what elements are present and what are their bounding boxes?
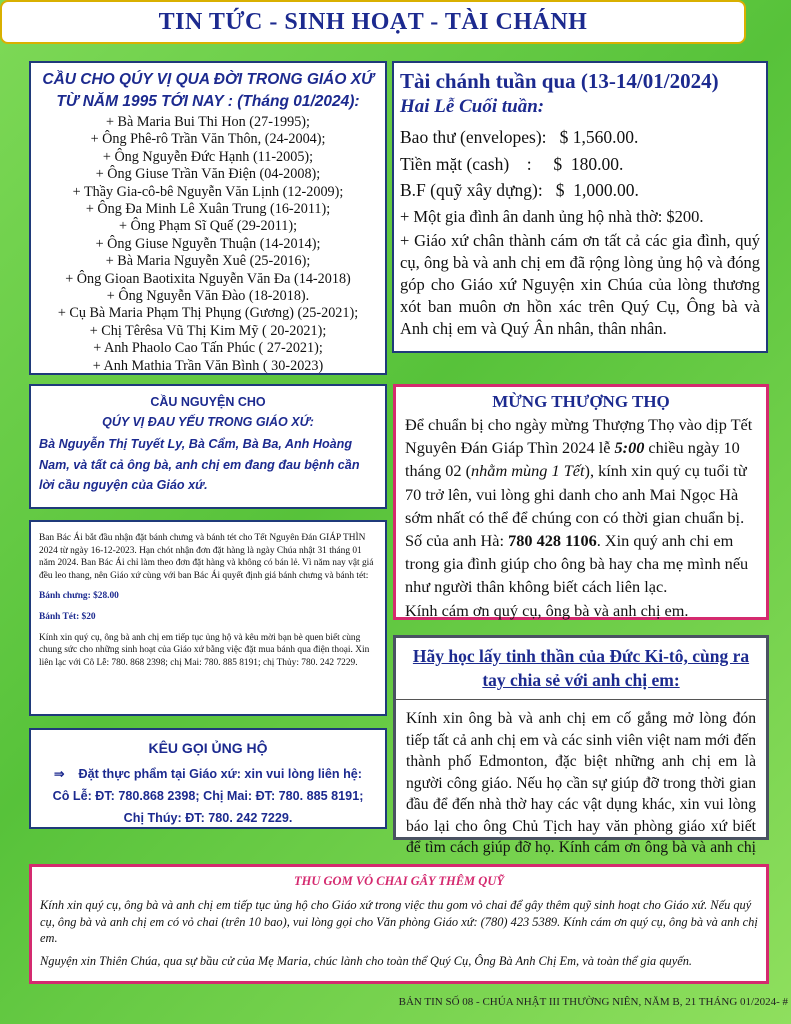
deceased-heading-1: CẦU CHO QÚY VỊ QUA ĐỜI TRONG GIÁO XỨ	[42, 71, 374, 88]
longevity-heading: MỪNG THƯỢNG THỌ	[492, 392, 670, 411]
charity-intro: Ban Bác Ái bắt đầu nhận đặt bánh chưng và bánh tét cho Tết Nguyên Đán GIÁP THÌN 2024 từ ngày 16-12-2023. Hạn chót nhận đơn đặt hàng là ngày Chúa nhật 31 tháng 01 năm 2024. Ban Bác Ái chỉ làm theo đơn đặt hàng và không có bán lẻ. Vì năm nay vật giá đều leo thang, nên Giáo xứ cùng với ban Bác Ái quyết định giá bánh chưng và bánh tét:	[39, 533, 374, 581]
finance-row-building-fund: B.F (quỹ xây dựng): $ 1,000.00.	[400, 180, 639, 200]
list-item: + Anh Phaolo Cao Tấn Phúc ( 27-2021);	[93, 340, 323, 357]
list-item: + Bà Maria Nguyễn Xuê (25-2016);	[105, 253, 311, 270]
list-item: + Ông Phạm Sĩ Quế (29-2011);	[118, 218, 298, 235]
page-title: TIN TỨC - SINH HOẠT - TÀI CHÁNH	[0, 0, 746, 44]
sick-heading-1: CẦU NGUYỆN CHO	[150, 395, 266, 409]
finance-donation: + Một gia đình ân danh ủng hộ nhà thờ: $200.	[400, 206, 704, 226]
bottle-heading: THU GOM VỎ CHAI GÂY THÊM QUỸ	[294, 874, 504, 888]
welcome-heading: Hãy học lấy tinh thần của Đức Ki-tô, cùng ra tay chia sẻ với anh chị em:	[412, 646, 750, 690]
welcome-body: Kính xin ông bà và anh chị em cố gắng mở lòng đón tiếp tất cả anh chị em và các sinh viên việt nam mới đến thành phố Edmonton, đặc biệt những anh chị em là người công giáo. Nếu họ cần sự giúp đỡ trong thời gian đầu để đến nhà thờ hay các vật dụng khác, xin vui lòng báo lại cho ông Chủ Tịch hay văn phòng giáo xứ biết để tìm cách giúp đỡ họ. Kính cám ơn ông bà và anh chị	[406, 710, 756, 856]
longevity-phone: 780 428 1106	[508, 531, 597, 551]
longevity-text: chiều ngày 10 tháng 02 (	[405, 438, 740, 481]
charity-box	[29, 520, 387, 716]
list-item: + Ông Giuse Nguyễn Thuận (14-2014);	[95, 235, 321, 252]
longevity-text: Để chuẩn bị cho ngày mừng Thượng Thọ vào dịp Tết Nguyên Đán Giáp Thìn 2024 lễ	[405, 415, 753, 458]
support-line-3: Chị Thúy: ĐT: 780. 242 7229.	[123, 811, 293, 825]
longevity-thanks: Kính cám ơn quý cụ, ông bà và anh chị em.	[405, 600, 689, 620]
list-item: + Chị Têrêsa Vũ Thị Kim Mỹ ( 20-2021);	[89, 322, 327, 339]
support-heading: KÊU GỌI ỦNG HỘ	[148, 740, 268, 756]
list-item: + Ông Nguyễn Đức Hạnh (11-2005);	[102, 148, 314, 165]
support-order-text: Đặt thực phẩm tại Giáo xứ: xin vui lòng liên hệ:	[78, 767, 362, 781]
finance-title: Tài chánh tuần qua (13-14/01/2024)	[400, 69, 719, 93]
list-item: + Ông Phê-rô Trần Văn Thôn, (24-2004);	[90, 131, 326, 148]
sick-body: Bà Nguyễn Thị Tuyết Ly, Bà Cẩm, Bà Ba, Anh Hoàng Nam, và tất cả ông bà, anh chị em đang đau bệnh cần lời cầu nguyện của Giáo xứ.	[39, 437, 360, 492]
finance-thanks: + Giáo xứ chân thành cám ơn tất cả các gia đình, quý cụ, ông bà và anh chị em đã rộng lòng ủng hộ và đóng góp cho Giáo xứ Nguyện xin Chúa của lòng thương xót ban muôn ơn hồn xác trên Quý Cụ, Ông bà và Anh chị em và Quý Ân nhân, thân nhân.	[400, 231, 760, 338]
arrow-right-icon: ⇒	[53, 767, 65, 781]
longevity-text: . Xin quý anh chi em trong gia đình giúp cho ông bà hay cha mẹ mình nếu như người thân không biết cách liên lạc.	[405, 531, 749, 597]
list-item: + Ông Nguyễn Văn Đào (18-2018).	[106, 288, 310, 305]
finance-subtitle: Hai Lễ Cuối tuần:	[400, 96, 545, 117]
list-item: + Ông Đa Minh Lê Xuân Trung (16-2011);	[85, 201, 331, 218]
support-box	[29, 728, 387, 829]
sick-prayer-box	[29, 384, 387, 509]
list-item: + Bà Maria Bui Thi Hon (27-1995);	[106, 114, 310, 130]
price-banh-chung: Bánh chưng: $28.00	[39, 591, 119, 602]
longevity-box	[393, 384, 769, 620]
deceased-heading-2: TỪ NĂM 1995 TỚI NAY : (Tháng 01/2024):	[56, 93, 360, 110]
deceased-prayer-box	[29, 61, 387, 375]
finance-row-envelopes: Bao thư (envelopes): $ 1,560.00.	[400, 127, 639, 147]
price-banh-tet: Bánh Tét: $20	[39, 611, 96, 622]
divider	[396, 699, 766, 700]
bottle-body: Kính xin quý cụ, ông bà và anh chị em tiếp tục ủng hộ cho Giáo xứ trong việc thu gom vỏ chai để gây thêm quỹ sinh hoạt cho Giáo xứ. Nếu quý cụ, ông bà và anh chị em có vỏ chai (trên 10 bao), vui lòng gọi cho Văn phòng Giáo xứ: (780) 423 5389. Kính cám ơn quý cụ, ông bà và anh chị em.	[40, 898, 758, 946]
footer-issue-info: BẢN TIN SỐ 08 - CHÚA NHẬT III THƯỜNG NIÊN, NĂM B, 21 THÁNG 01/2024- #	[398, 996, 788, 1008]
finance-row-cash: Tiền mặt (cash) : $ 180.00.	[400, 153, 624, 174]
support-line-1	[39, 763, 377, 785]
sick-heading-2: QÚY VỊ ĐAU YẾU TRONG GIÁO XỨ:	[102, 415, 314, 429]
list-item: + Cụ Bà Maria Phạm Thị Phụng (Gương) (25-2021);	[57, 305, 359, 322]
blessing-text: Nguyện xin Thiên Chúa, qua sự bầu cử của Mẹ Maria, chúc lành cho toàn thể Quý Cụ, Ông Bà Anh Chị Em, và toàn thể gia quyến.	[40, 953, 692, 968]
longevity-body	[405, 413, 757, 599]
list-item: + Anh Mathia Trần Văn Bình ( 30-2023)	[92, 357, 324, 374]
deceased-list	[37, 114, 379, 375]
list-item: + Ông Gioan Baotixita Nguyễn Văn Đa (14-2018)	[65, 270, 351, 287]
support-line-2: Cô Lễ: ĐT: 780.868 2398; Chị Mai: ĐT: 780. 885 8191;	[52, 789, 364, 803]
list-item: + Ông Giuse Trần Văn Điện (04-2008);	[95, 166, 321, 183]
welcome-box	[393, 635, 769, 856]
charity-contact: Kính xin quý cụ, ông bà anh chị em tiếp tục ủng hộ và kêu mời bạn bè quen biết cùng chung sức cho những sinh hoạt của Giáo xứ bằng việc đặt mua bánh qua điện thoại. Xin liên lạc với Cô Lễ: 780. 868 2398; chị Mai: 780. 885 8191; chị Thủy: 780. 242 7229.	[39, 632, 370, 668]
longevity-text: ), kính xin quý cụ tuổi từ 70 trở lên, vui lòng ghi danh cho anh Mai Ngọc Hà sớm nhất có thể để chúng con có thời gian chuẩn bị. Số của anh Hà:	[405, 461, 747, 551]
bottle-collection-box	[29, 864, 769, 984]
longevity-time: 5:00	[614, 438, 645, 458]
longevity-lunar-date: nhằm mùng 1 Tết	[471, 461, 585, 481]
list-item: + Thầy Gia-cô-bê Nguyễn Văn Lịnh (12-2009);	[72, 183, 344, 200]
finance-box	[392, 61, 768, 353]
